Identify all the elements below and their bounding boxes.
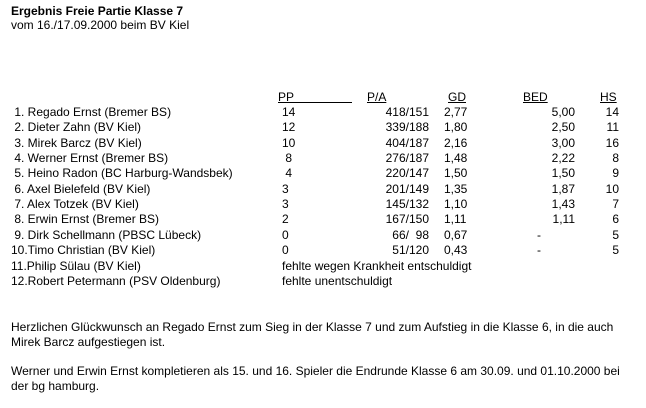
points-average-cell: 276/187	[385, 151, 429, 166]
points-average-cell: 201/149	[385, 181, 429, 196]
best-single-average-cell: 2,22	[551, 151, 575, 166]
best-single-average-cell: 1,43	[551, 197, 575, 212]
table-row	[0, 120, 646, 135]
player-name: 8. Erwin Ernst (Bremer BS)	[11, 212, 160, 227]
table-row	[0, 212, 646, 227]
points-cell: 3	[282, 197, 289, 212]
high-series-cell: 6	[612, 212, 619, 227]
general-average-cell: 1,50	[444, 166, 468, 181]
table-row	[0, 243, 646, 258]
general-average-cell: 1,80	[444, 120, 468, 135]
points-average-cell: 145/132	[385, 197, 429, 212]
high-series-cell: 5	[612, 243, 619, 258]
points-cell: 3	[282, 181, 289, 196]
page-title: Ergebnis Freie Partie Klasse 7	[11, 4, 184, 18]
player-name: 4. Werner Ernst (Bremer BS)	[11, 151, 169, 166]
player-name: 7. Alex Totzek (BV Kiel)	[11, 197, 139, 212]
general-average-cell: 1,11	[444, 212, 467, 227]
table-row	[0, 228, 646, 243]
table-row	[0, 166, 646, 181]
points-average-cell: 167/150	[385, 212, 429, 227]
header-hs: HS	[600, 90, 617, 104]
points-cell: 0	[282, 243, 289, 258]
high-series-cell: 14	[605, 105, 619, 119]
player-name: 10.Timo Christian (BV Kiel)	[11, 243, 156, 258]
final-round-paragraph: Werner und Erwin Ernst kompletieren als 15. und 16. Spieler die Endrunde Klasse 6 am 30.09. und 01.10.2000 bei der bg hamburg.	[11, 364, 620, 393]
points-cell: 14	[282, 105, 296, 119]
general-average-cell: 1,48	[444, 151, 468, 166]
best-single-average-cell: 1,87	[551, 181, 575, 196]
player-name: 1. Regado Ernst (Bremer BS)	[11, 105, 172, 119]
header-gd: GD	[448, 90, 466, 104]
best-single-average-cell: 1,50	[551, 166, 575, 181]
best-single-average-cell: -	[537, 243, 541, 258]
points-cell: 8	[282, 151, 293, 166]
absence-note: fehlte wegen Krankheit entschuldigt	[282, 258, 472, 273]
points-cell: 4	[282, 166, 293, 181]
high-series-cell: 10	[605, 181, 619, 196]
player-name: 3. Mirek Barcz (BV Kiel)	[11, 135, 142, 150]
header-underline	[292, 90, 352, 103]
page-subtitle: vom 16./17.09.2000 beim BV Kiel	[11, 18, 190, 32]
note-row	[0, 274, 646, 289]
table-row	[0, 197, 646, 212]
best-single-average-cell: 5,00	[551, 105, 575, 119]
best-single-average-cell: 1,11	[552, 212, 575, 227]
table-row	[0, 105, 646, 120]
points-average-cell: 66/ 98	[392, 227, 429, 242]
header-pp: PP	[278, 90, 295, 104]
high-series-cell: 9	[612, 166, 619, 181]
points-cell: 12	[282, 120, 296, 135]
general-average-cell: 1,10	[444, 197, 468, 212]
general-average-cell: 0,67	[444, 227, 468, 242]
best-single-average-cell: 2,50	[551, 120, 575, 135]
table-row	[0, 151, 646, 166]
general-average-cell: 1,35	[444, 181, 468, 196]
high-series-cell: 11	[606, 120, 619, 135]
general-average-cell: 0,43	[444, 243, 468, 258]
points-average-cell: 51/120	[392, 243, 429, 258]
points-average-cell: 404/187	[385, 135, 429, 150]
general-average-cell: 2,16	[444, 135, 468, 150]
table-row	[0, 182, 646, 197]
high-series-cell: 8	[612, 151, 619, 166]
general-average-cell: 2,77	[444, 105, 468, 119]
player-name: 11.Philip Sülau (BV Kiel)	[11, 258, 141, 273]
header-bed: BED	[523, 90, 548, 104]
player-name: 12.Robert Petermann (PSV Oldenburg)	[11, 273, 221, 288]
player-name: 9. Dirk Schellmann (PBSC Lübeck)	[11, 227, 202, 242]
high-series-cell: 5	[612, 227, 619, 242]
points-average-cell: 418/151	[385, 105, 429, 119]
points-average-cell: 220/147	[385, 166, 429, 181]
points-cell: 2	[282, 212, 289, 227]
high-series-cell: 16	[605, 135, 619, 150]
header-pa: P/A	[367, 90, 387, 104]
absence-note: fehlte unentschuldigt	[282, 273, 393, 288]
best-single-average-cell: -	[537, 227, 541, 242]
points-cell: 0	[282, 227, 289, 242]
player-name: 2. Dieter Zahn (BV Kiel)	[11, 120, 142, 135]
best-single-average-cell: 3,00	[551, 135, 575, 150]
congrats-paragraph: Herzlichen Glückwunsch an Regado Ernst zum Sieg in der Klasse 7 und zum Aufstieg in die Klasse 6, in die auch Mirek Barcz aufgestiegen ist.	[11, 320, 614, 349]
high-series-cell: 7	[612, 197, 619, 212]
table-row	[0, 136, 646, 151]
player-name: 6. Axel Bielefeld (BV Kiel)	[11, 181, 151, 196]
player-name: 5. Heino Radon (BC Harburg-Wandsbek)	[11, 166, 233, 181]
note-row	[0, 259, 646, 274]
points-average-cell: 339/188	[385, 120, 429, 135]
points-cell: 10	[282, 135, 296, 150]
